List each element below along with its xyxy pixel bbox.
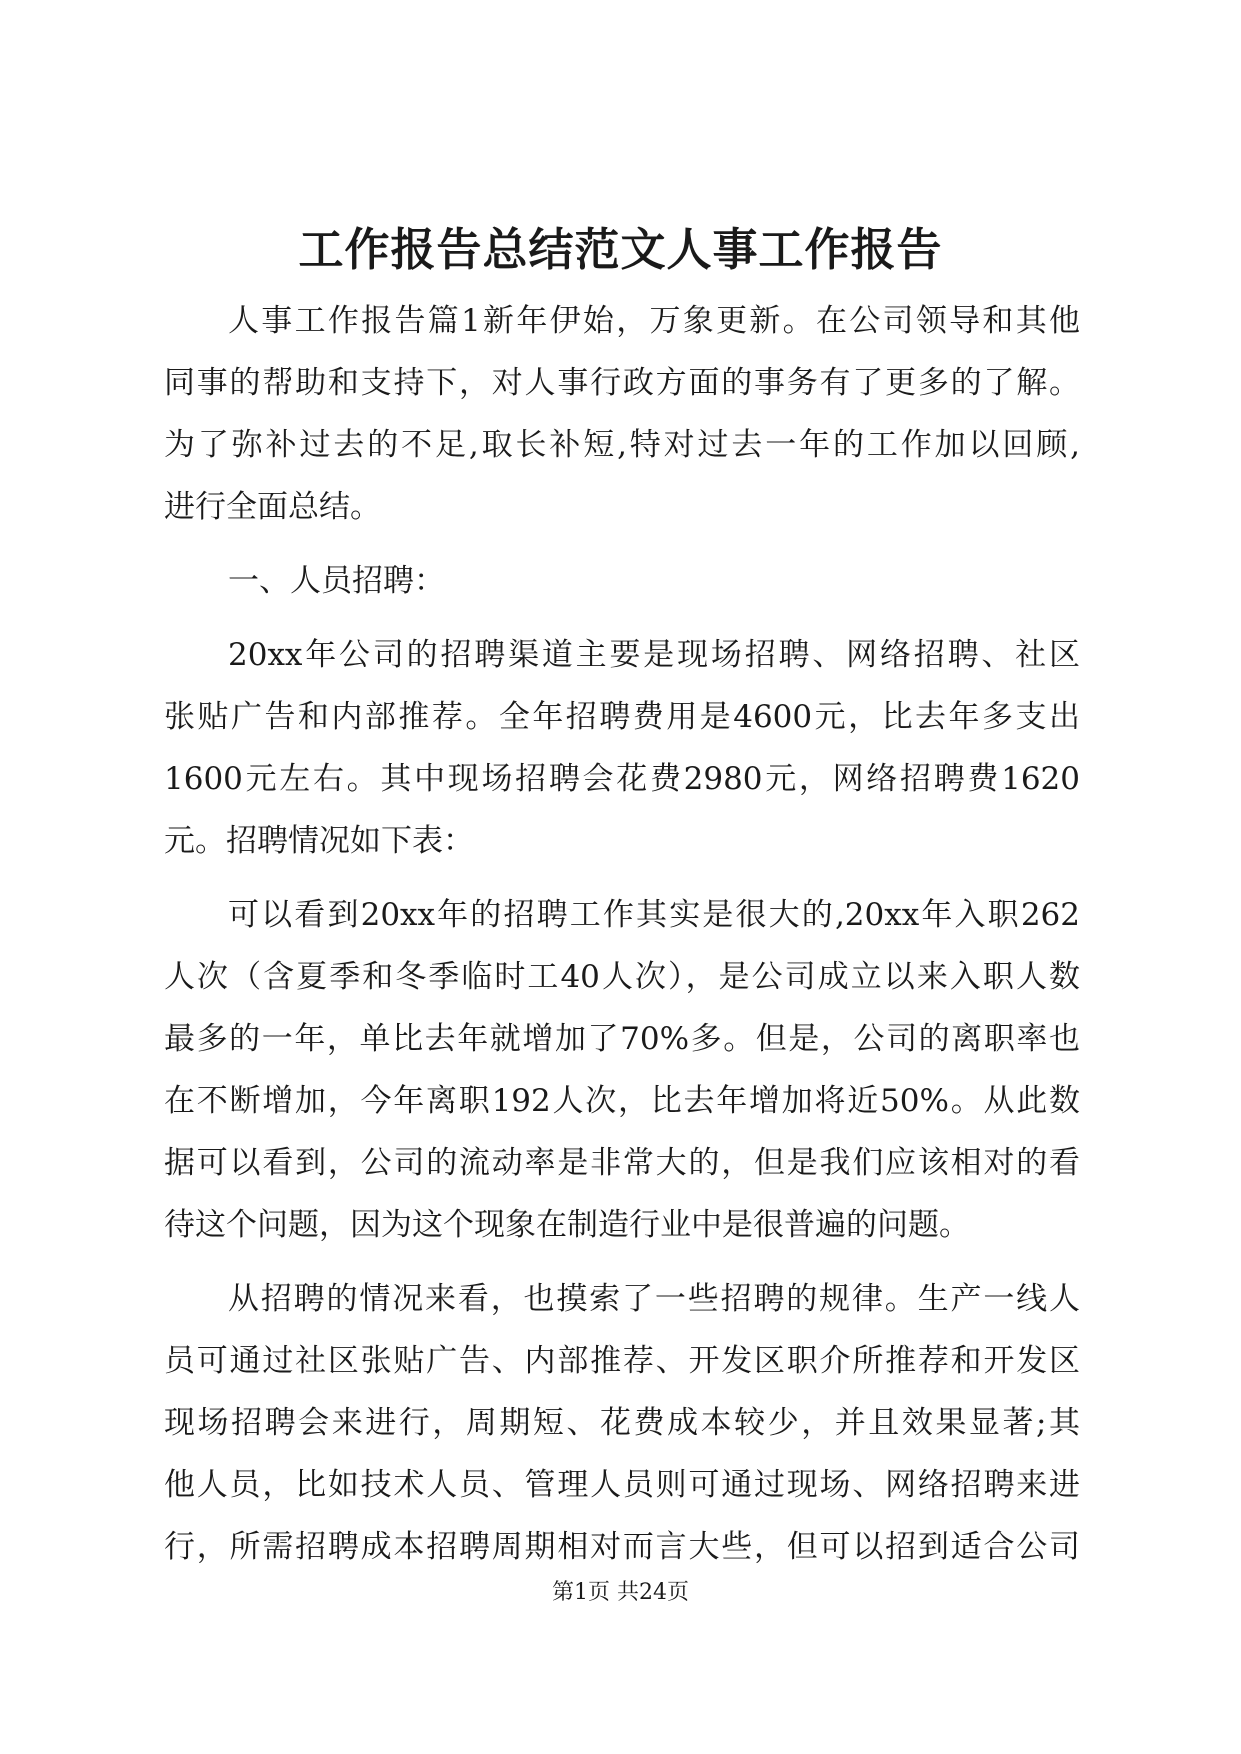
text-line: 进行全面总结。 xyxy=(164,489,381,525)
text-line: 为了弥补过去的不足,取长补短,特对过去一年的工作加以回顾, xyxy=(164,427,1080,463)
paragraph-recruitment-patterns xyxy=(164,1268,1080,1578)
document-body xyxy=(164,290,1080,1590)
text-line: 人次（含夏季和冬季临时工40人次），是公司成立以来入职人数 xyxy=(164,959,1080,995)
section-heading xyxy=(164,550,1080,612)
text-line: 行，所需招聘成本招聘周期相对而言大些，但可以招到适合公司 xyxy=(164,1529,1080,1565)
text-line: 最多的一年，单比去年就增加了70%多。但是，公司的离职率也 xyxy=(164,1021,1080,1057)
text-line: 在不断增加，今年离职192人次，比去年增加将近50%。从此数 xyxy=(164,1083,1080,1119)
text-line: 同事的帮助和支持下，对人事行政方面的事务有了更多的了解。 xyxy=(164,365,1080,401)
text-line: 现场招聘会来进行，周期短、花费成本较少，并且效果显著;其 xyxy=(164,1405,1080,1441)
paragraph-recruitment-stats xyxy=(164,884,1080,1256)
page-number-footer: 第1页 共24页 xyxy=(552,1580,689,1605)
text-line: 一、人员招聘： xyxy=(228,563,445,599)
text-line: 待这个问题，因为这个现象在制造行业中是很普遍的问题。 xyxy=(164,1207,970,1243)
paragraph-intro xyxy=(164,290,1080,538)
text-line: 从招聘的情况来看，也摸索了一些招聘的规律。生产一线人 xyxy=(228,1281,1080,1317)
text-line: 1600元左右。其中现场招聘会花费2980元，网络招聘费1620 xyxy=(164,761,1080,797)
text-line: 人事工作报告篇1新年伊始，万象更新。在公司领导和其他 xyxy=(228,303,1080,339)
text-line: 可以看到20xx年的招聘工作其实是很大的,20xx年入职262 xyxy=(228,897,1080,933)
text-line: 张贴广告和内部推荐。全年招聘费用是4600元，比去年多支出 xyxy=(164,699,1080,735)
text-line: 20xx年公司的招聘渠道主要是现场招聘、网络招聘、社区 xyxy=(228,637,1080,673)
document-title: 工作报告总结范文人事工作报告 xyxy=(298,223,943,276)
text-line: 据可以看到，公司的流动率是非常大的，但是我们应该相对的看 xyxy=(164,1145,1080,1181)
paragraph-recruitment-channels xyxy=(164,624,1080,872)
text-line: 员可通过社区张贴广告、内部推荐、开发区职介所推荐和开发区 xyxy=(164,1343,1080,1379)
text-line: 他人员，比如技术人员、管理人员则可通过现场、网络招聘来进 xyxy=(164,1467,1080,1503)
text-line: 元。招聘情况如下表： xyxy=(164,823,474,859)
